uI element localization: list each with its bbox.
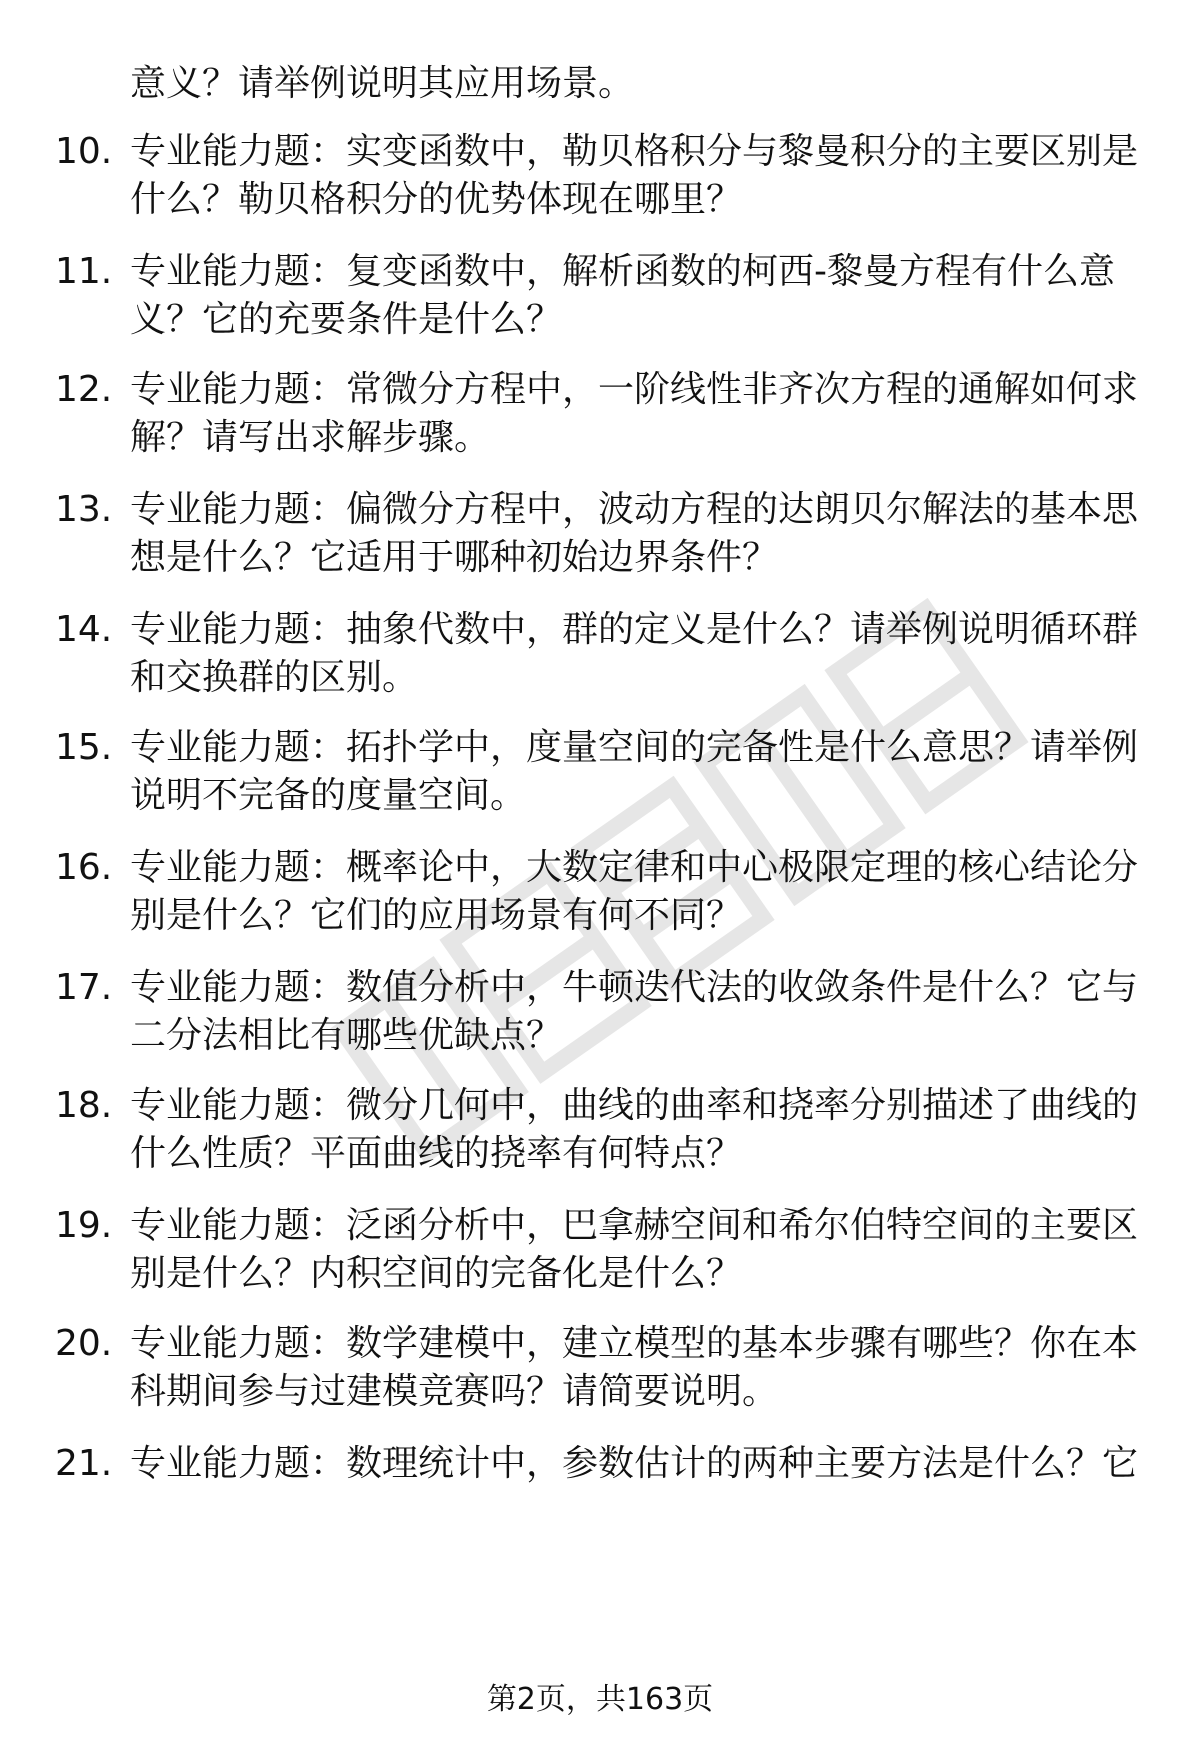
- question-number: 14.: [55, 609, 113, 650]
- question-text-line2: 别是什么？内积空间的完备化是什么？: [130, 1253, 743, 1294]
- question-number: 13.: [55, 489, 113, 530]
- question-text-line2: 说明不完备的度量空间。: [130, 775, 527, 816]
- question-text-line1: 专业能力题：常微分方程中，一阶线性非齐次方程的通解如何求: [130, 369, 1139, 410]
- question-text-line1: 专业能力题：泛函分析中，巴拿赫空间和希尔伯特空间的主要区: [130, 1205, 1139, 1246]
- question-text-line1: 专业能力题：拓扑学中，度量空间的完备性是什么意思？请举例: [130, 727, 1139, 768]
- question-text-line2: 科期间参与过建模竞赛吗？请简要说明。: [130, 1371, 779, 1412]
- question-number: 17.: [55, 967, 113, 1008]
- question-text-line2: 什么性质？平面曲线的挠率有何特点？: [130, 1133, 743, 1174]
- question-number: 20.: [55, 1323, 113, 1364]
- question-text-line1: 专业能力题：数理统计中，参数估计的两种主要方法是什么？它: [130, 1443, 1139, 1484]
- question-number: 12.: [55, 369, 113, 410]
- question-text-line1: 专业能力题：偏微分方程中，波动方程的达朗贝尔解法的基本思: [130, 489, 1139, 530]
- question-text-line1: 专业能力题：抽象代数中，群的定义是什么？请举例说明循环群: [130, 609, 1139, 650]
- intro-continuation-text: 意义？请举例说明其应用场景。: [130, 63, 635, 104]
- question-text-line1: 专业能力题：实变函数中，勒贝格积分与黎曼积分的主要区别是: [130, 131, 1139, 172]
- question-text-line2: 二分法相比有哪些优缺点？: [130, 1015, 563, 1056]
- question-number: 19.: [55, 1205, 113, 1246]
- question-text-line1: 专业能力题：数值分析中，牛顿迭代法的收敛条件是什么？它与: [130, 967, 1139, 1008]
- page-footer: 第2页，共163页: [486, 1682, 714, 1717]
- question-text-line2: 解？请写出求解步骤。: [130, 417, 491, 458]
- question-number: 11.: [55, 251, 113, 292]
- question-text-line2: 别是什么？它们的应用场景有何不同？: [130, 895, 743, 936]
- question-number: 21.: [55, 1443, 113, 1484]
- question-number: 18.: [55, 1085, 113, 1126]
- question-number: 15.: [55, 727, 113, 768]
- question-text-line2: 什么？勒贝格积分的优势体现在哪里？: [130, 179, 743, 220]
- question-text-line2: 想是什么？它适用于哪种初始边界条件？: [130, 537, 779, 578]
- question-number: 10.: [55, 131, 113, 172]
- question-text-line1: 专业能力题：数学建模中，建立模型的基本步骤有哪些？你在本: [130, 1323, 1139, 1364]
- question-text-line1: 专业能力题：概率论中，大数定律和中心极限定理的核心结论分: [130, 847, 1139, 888]
- question-text-line2: 和交换群的区别。: [130, 657, 419, 698]
- question-text-line2: 义？它的充要条件是什么？: [130, 299, 563, 340]
- question-text-line1: 专业能力题：复变函数中，解析函数的柯西-黎曼方程有什么意: [130, 251, 1115, 292]
- question-number: 16.: [55, 847, 113, 888]
- question-text-line1: 专业能力题：微分几何中，曲线的曲率和挠率分别描述了曲线的: [130, 1085, 1139, 1126]
